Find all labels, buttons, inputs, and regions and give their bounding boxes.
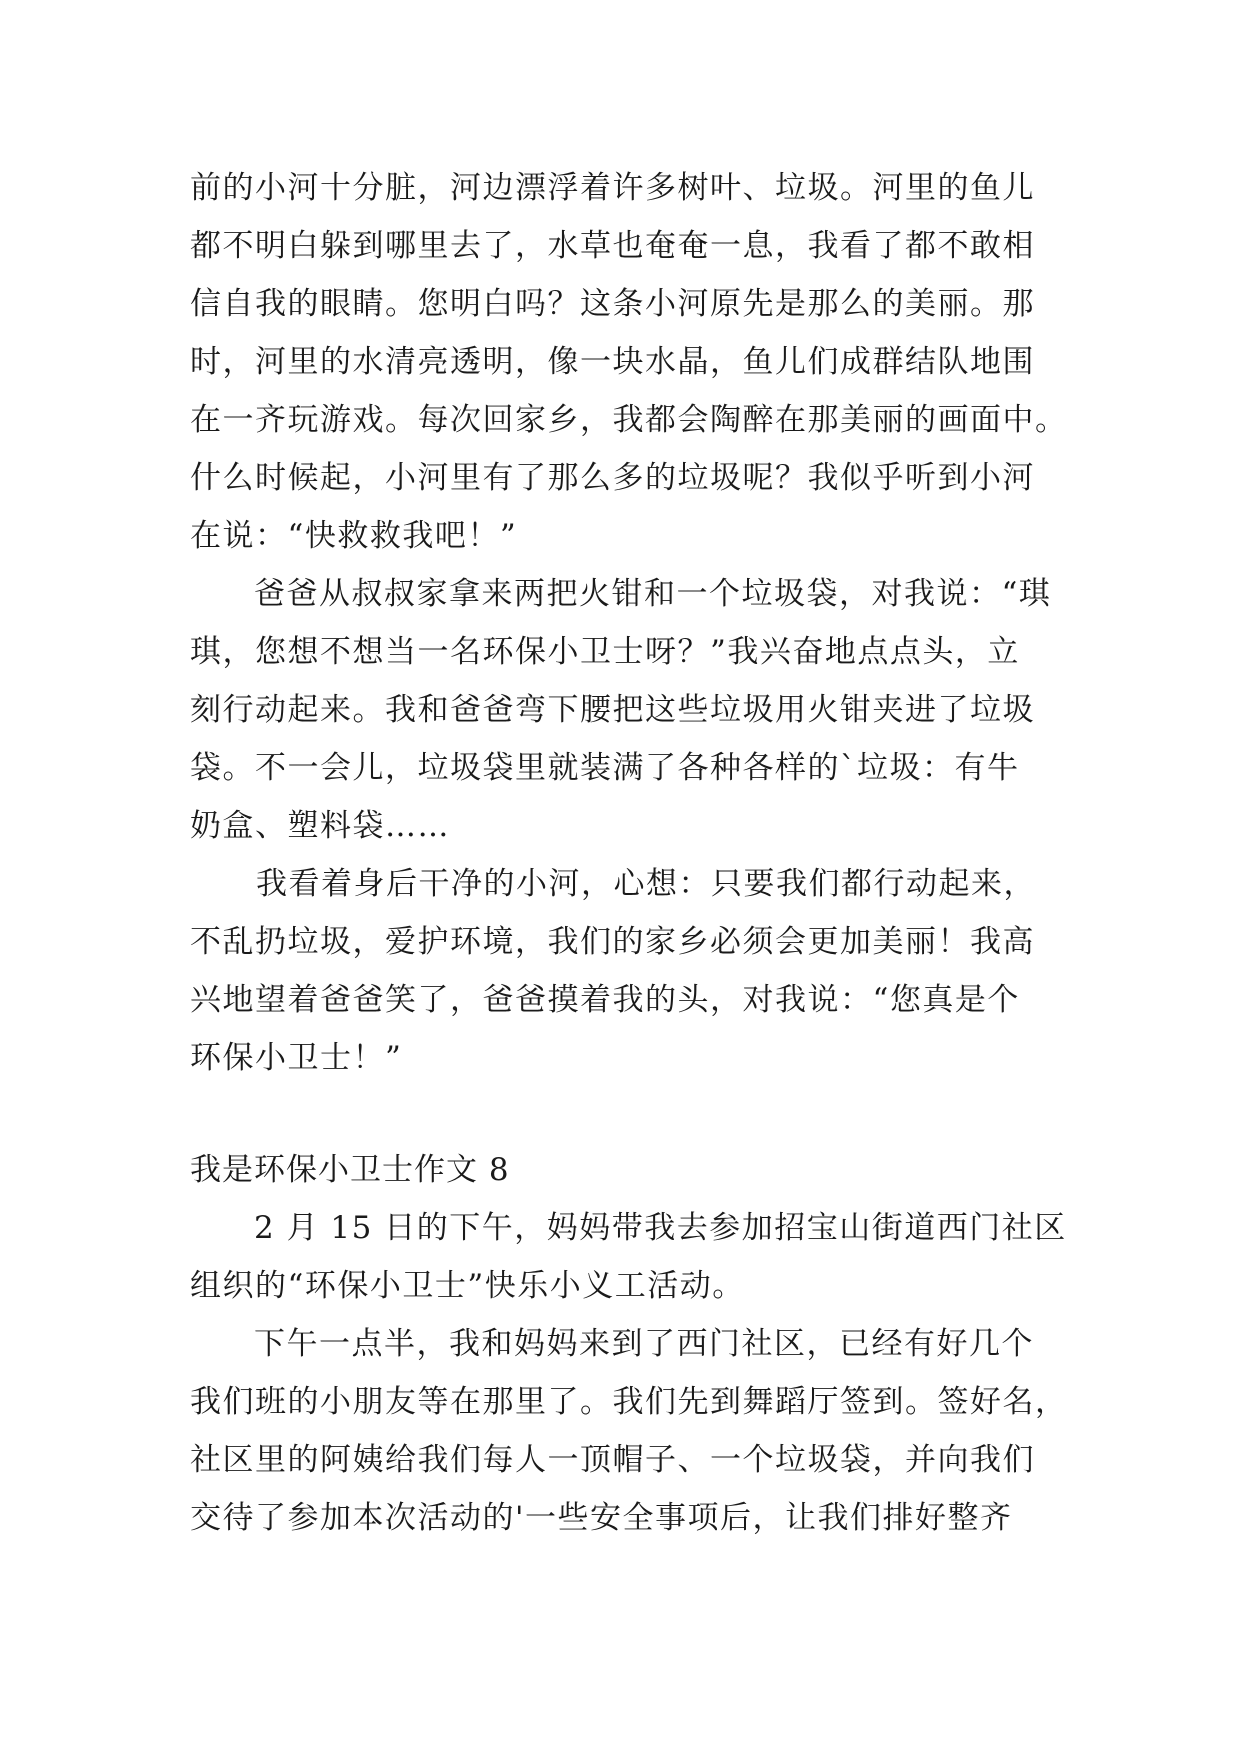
paragraph-line: 组织的“环保小卫士”快乐小义工活动。	[190, 1268, 745, 1304]
paragraph-line: 都不明白躲到哪里去了，水草也奄奄一息，我看了都不敢相	[190, 228, 1035, 264]
paragraph-line: 社区里的阿姨给我们每人一顶帽子、一个垃圾袋，并向我们	[190, 1442, 1035, 1478]
paragraph-line: 信自我的眼睛。您明白吗？这条小河原先是那么的美丽。那	[190, 286, 1035, 322]
paragraph-line: 刻行动起来。我和爸爸弯下腰把这些垃圾用火钳夹进了垃圾	[190, 692, 1035, 728]
paragraph-line: 不乱扔垃圾，爱护环境，我们的家乡必须会更加美丽！我高	[190, 924, 1035, 960]
paragraph-line: 在一齐玩游戏。每次回家乡，我都会陶醉在那美丽的画面中。	[190, 402, 1068, 438]
paragraph-line: 时，河里的水清亮透明，像一块水晶，鱼儿们成群结队地围	[190, 344, 1035, 380]
paragraph-line: 琪，您想不想当一名环保小卫士呀？”我兴奋地点点头，立	[190, 634, 1020, 670]
paragraph-line: 兴地望着爸爸笑了，爸爸摸着我的头，对我说：“您真是个	[190, 982, 1020, 1018]
paragraph-line: 交待了参加本次活动的'一些安全事项后，让我们排好整齐	[190, 1500, 1013, 1536]
paragraph-line: 我们班的小朋友等在那里了。我们先到舞蹈厅签到。签好名，	[190, 1384, 1068, 1420]
section-title: 我是环保小卫士作文 8	[190, 1152, 510, 1188]
paragraph-line: 在说：“快救救我吧！”	[190, 518, 518, 554]
paragraph-line: 下午一点半，我和妈妈来到了西门社区，已经有好几个	[254, 1326, 1034, 1362]
paragraph-line: 环保小卫士！”	[190, 1040, 403, 1076]
paragraph-line: 2 月 15 日的下午，妈妈带我去参加招宝山街道西门社区	[254, 1210, 1067, 1246]
paragraph-line: 什么时候起，小河里有了那么多的垃圾呢？我似乎听到小河	[190, 460, 1035, 496]
paragraph-line: 前的小河十分脏，河边漂浮着许多树叶、垃圾。河里的鱼儿	[190, 170, 1035, 206]
paragraph-line: 奶盒、塑料袋……	[190, 808, 450, 844]
paragraph-line: 爸爸从叔叔家拿来两把火钳和一个垃圾袋，对我说：“琪	[254, 576, 1052, 612]
paragraph-line: 我看着身后干净的小河，心想：只要我们都行动起来，	[256, 866, 1036, 902]
paragraph-line: 袋。不一会儿，垃圾袋里就装满了各种各样的`垃圾：有牛	[190, 750, 1020, 786]
